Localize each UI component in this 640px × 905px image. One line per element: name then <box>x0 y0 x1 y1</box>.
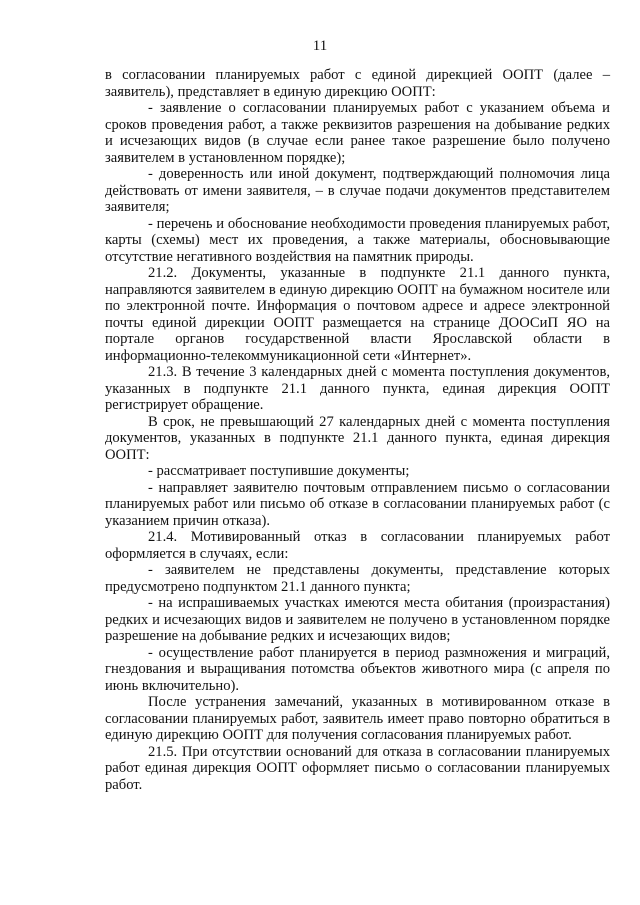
paragraph-bullet-review: - рассматривает поступившие документы; <box>148 463 410 479</box>
paragraph-bullet-missing-documents: - заявителем не представлены документы, представление которых предусмотрено подпунктом 21.1 данного пункта; <box>105 562 610 595</box>
paragraph-21-3: 21.3. В течение 3 календарных дней с момента поступления документов, указанных в подпункте 21.1 данного пункта, единая дирекция ООПТ регистрирует обращение. <box>105 364 610 413</box>
paragraph-bullet-habitats: - на испрашиваемых участках имеются места обитания (произрастания) редких и исчезающих видов и заявителем не получено в установленном порядке разрешение на добывание редких и исчезающих видов; <box>105 595 610 644</box>
paragraph-21-5: 21.5. При отсутствии оснований для отказа в согласовании планируемых работ единая дирекция ООПТ оформляет письмо о согласовании планируемых работ. <box>105 743 610 793</box>
paragraph-bullet-justification: - перечень и обоснование необходимости проведения планируемых работ, карты (схемы) мест их проведения, а также материалы, обосновывающие отсутствие негативного воздействия на памятник природы. <box>105 215 610 265</box>
paragraph-bullet-power-of-attorney: - доверенность или иной документ, подтверждающий полномочия лица действовать от имени заявителя, – в случае подачи документов представителем заявителя; <box>105 166 610 215</box>
paragraph-21-2: 21.2. Документы, указанные в подпункте 21.1 данного пункта, направляются заявителем в единую дирекцию ООПТ на бумажном носителе или по электронной почте. Информация о почтовом адресе и адресе электронной почты единой дирекции ООПТ размещается на странице ДООСиП ЯО на портале органов государственной власти Ярославской области в информационно-телекоммуникационной сети «Интернет». <box>105 265 610 364</box>
document-body <box>105 67 610 793</box>
paragraph-bullet-send-letter: - направляет заявителю почтовым отправлением письмо о согласовании планируемых работ или письмо об отказе в согласовании планируемых работ (с указанием причин отказа). <box>105 479 610 529</box>
paragraph-deadline: В срок, не превышающий 27 календарных дней с момента поступления документов, указанных в подпункте 21.1 данного пункта, единая дирекция ООПТ: <box>105 413 610 463</box>
paragraph-bullet-breeding-period: - осуществление работ планируется в период размножения и миграций, гнездования и выращивания потомства объектов животного мира (с апреля по июнь включительно). <box>105 644 610 694</box>
paragraph-continuation: в согласовании планируемых работ с единой дирекцией ООПТ (далее – заявитель), представляет в единую дирекцию ООПТ: <box>105 67 610 100</box>
paragraph-bullet-application: - заявление о согласовании планируемых работ с указанием объема и сроков проведения работ, а также реквизитов разрешения на добывание редких и исчезающих видов (в случае если ранее такое разрешение было получено заявителем в установленном порядке); <box>105 100 610 166</box>
paragraph-after-remarks: После устранения замечаний, указанных в мотивированном отказе в согласовании планируемых работ, заявитель имеет право повторно обратиться в единую дирекцию ООПТ для получения согласования планируемых работ. <box>105 694 610 743</box>
paragraph-21-4: 21.4. Мотивированный отказ в согласовании планируемых работ оформляется в случаях, если: <box>105 529 610 562</box>
page-number: 11 <box>312 38 328 54</box>
